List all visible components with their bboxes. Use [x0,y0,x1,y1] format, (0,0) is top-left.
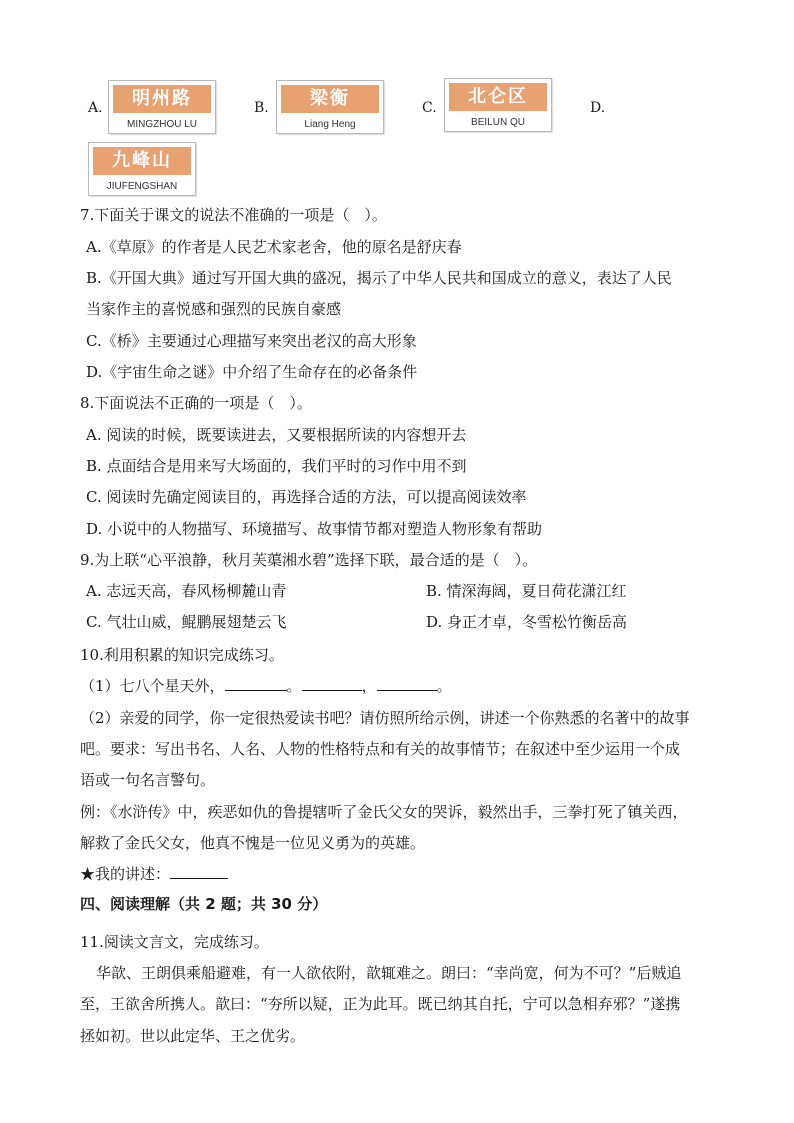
option-d-letter: D. [590,100,606,116]
q10-part2-line1: （2）亲爱的同学，你一定很热爱读书吧？请仿照所给示例，讲述一个你熟悉的名著中的故事 [80,709,690,727]
q8-option-a: A. 阅读的时候，既要读进去，又要根据所读的内容想开去 [86,426,467,444]
q7-option-b-line2: 当家作主的喜悦感和强烈的民族自豪感 [86,300,342,318]
q10-my-story-label: ★我的讲述： [80,865,171,883]
q10-part1-sep1: 。 [286,677,302,695]
q8-option-c: C. 阅读时先确定阅读目的，再选择合适的方法，可以提高阅读效率 [86,488,527,506]
option-b-letter: B. [254,100,269,116]
q10-example-line1: 例：《水浒传》中，疾恶如仇的鲁提辖听了金氏父女的哭诉，毅然出手，三拳打死了镇关西， [80,803,688,821]
answer-blank-3[interactable] [377,676,437,691]
option-a-sign-image [108,80,216,134]
q9-stem: 9.为上联“心平浪静，秋月芙蕖湘水碧”选择下联，最合适的是（ ）。 [80,551,538,569]
sign-chinese: 梁衡 [281,85,379,113]
q10-my-story [80,864,228,884]
sign-pinyin: MINGZHOU LU [127,119,197,130]
q9-option-c: C. 气壮山威，鲲鹏展翅楚云飞 [86,613,287,631]
sign-pinyin: BEILUN QU [471,117,525,128]
q11-text-line1: 华歆、王朗俱乘船避难，有一人欲依附，歆辄难之。朗曰：“幸尚宽，何为不可？”后贼追 [96,964,682,982]
sign-chinese: 明州路 [113,85,211,113]
answer-blank-story[interactable] [170,864,228,879]
q10-stem: 10.利用积累的知识完成练习。 [80,646,284,664]
answer-blank-2[interactable] [302,676,362,691]
q9-option-a: A. 志远天高，春风杨柳麓山青 [86,582,287,600]
q11-text-line3: 拯如初。世以此定华、王之优劣。 [80,1027,306,1045]
q7-stem: 7.下面关于课文的说法不准确的一项是（ ）。 [80,206,387,224]
q9-option-b: B. 情深海阔，夏日荷花潇江红 [426,582,627,600]
option-d-sign-image [88,142,196,196]
q11-text-line2: 至，王欲舍所携人。歆曰：“夯所以疑，正为此耳。既已纳其自托，宁可以急相弃邪？”遂携 [80,995,681,1013]
q10-example-line2: 解救了金氏父女，他真不愧是一位见义勇为的英雄。 [80,834,426,852]
sign-pinyin: JIUFENGSHAN [106,181,178,192]
option-b-sign-image [276,80,384,134]
q10-part1 [80,676,452,696]
q7-option-d: D.《宇宙生命之谜》中介绍了生命存在的必备条件 [86,363,418,381]
q7-option-c: C.《桥》主要通过心理描写来突出老汉的高大形象 [86,332,417,350]
q7-option-b-line1: B.《开国大典》通过写开国大典的盛况，揭示了中华人民共和国成立的意义，表达了人民 [86,269,672,287]
q8-option-b: B. 点面结合是用来写大场面的，我们平时的习作中用不到 [86,457,467,475]
q8-stem: 8.下面说法不正确的一项是（ ）。 [80,394,312,412]
q10-part1-end: 。 [436,677,452,695]
q11-stem: 11.阅读文言文，完成练习。 [80,933,269,951]
section-heading: 四、阅读理解（共 2 题；共 30 分） [80,895,328,913]
option-a-letter: A. [88,100,103,116]
option-c-letter: C. [422,100,437,116]
q10-part1-prefix: （1）七八个星天外， [80,677,225,695]
sign-pinyin: Liang Heng [304,119,356,130]
q8-option-d: D. 小说中的人物描写、环境描写、故事情节都对塑造人物形象有帮助 [86,520,543,538]
option-c-sign-image [444,78,552,132]
q10-part1-sep2: ， [361,677,377,695]
answer-blank-1[interactable] [225,676,287,691]
q7-option-a: A.《草原》的作者是人民艺术家老舍，他的原名是舒庆春 [86,238,462,256]
sign-chinese: 北仑区 [449,83,547,111]
q10-part2-line3: 语或一句名言警句。 [80,771,216,789]
sign-chinese: 九峰山 [93,147,191,175]
q10-part2-line2: 吧。要求：写出书名、人名、人物的性格特点和有关的故事情节；在叙述中至少运用一个成 [80,740,681,758]
q9-option-d: D. 身正才卓，冬雪松竹衡岳高 [426,613,628,631]
